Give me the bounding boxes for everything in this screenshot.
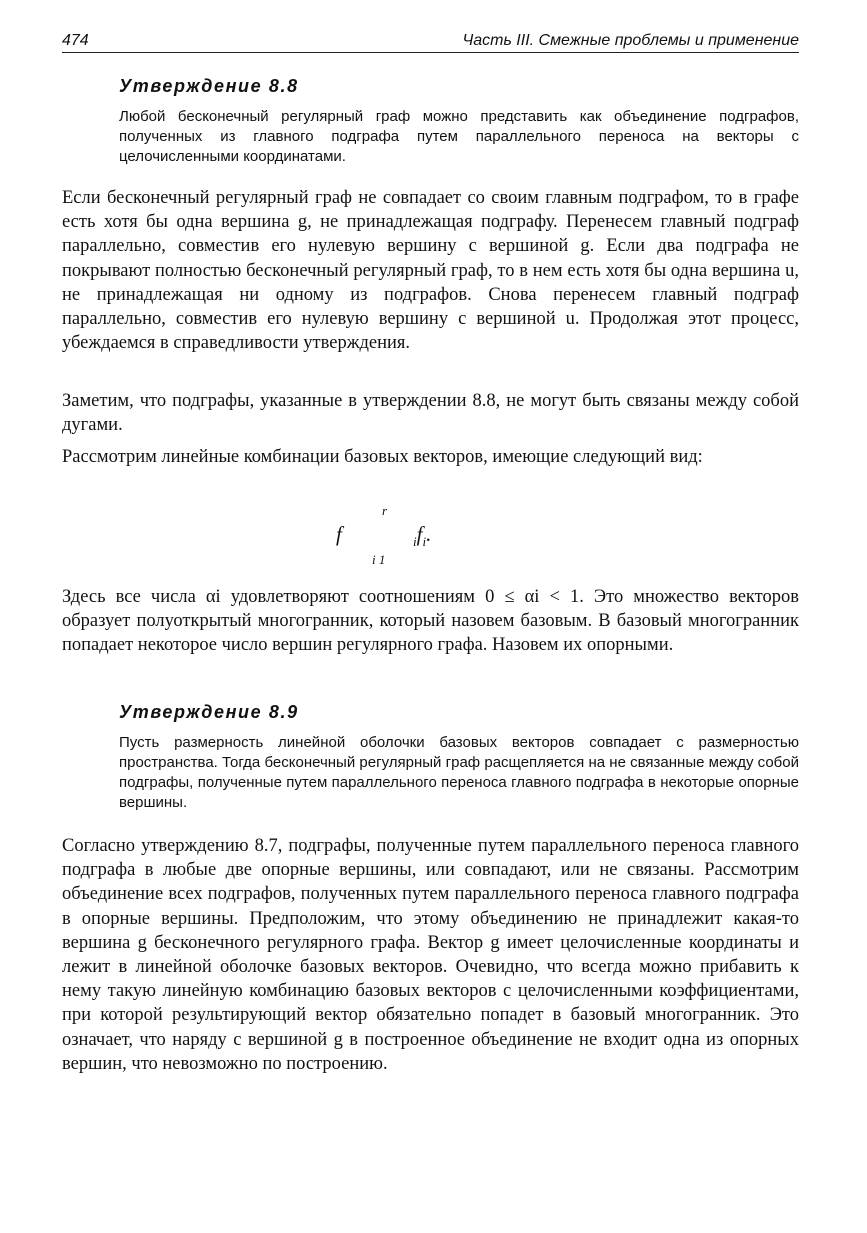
formula [300,500,520,570]
paragraph-1: Если бесконечный регулярный граф не совпадает со своим главным подграфом, то в графе есть хотя бы одна вершина g, не принадлежащая подграфу. Перенесем главный подграф параллельно, совместив его нулевую вершину с вершиной g. Если два подграфа не покрывают полностью бесконечный регулярный граф, то в нем есть хотя бы одна вершина u, не принадлежащая ни одному из подграфов. Снова перенесем главный подграф параллельно, совместив его нулевую вершину с вершиной u. Продолжая этот процесс, убеждаемся в справедливости утверждения. [62,188,799,354]
statement-text: Пусть размерность линейной оболочки базовых векторов совпадает с размерностью пространства. Тогда бесконечный регулярный граф расщепляется на не связанные между собой подграфы, полученные путем параллельного переноса главного подграфа в некоторые опорные вершины. [119,734,799,811]
paragraph-5: Согласно утверждению 8.7, подграфы, полученные путем параллельного переноса главного подграфа в любые две опорные вершины, или совпадают, или не связаны. Рассмотрим объединение всех подграфов, полученных путем параллельного переноса главного подграфа в опорные вершины. Предположим, что этому объединению не принадлежит какая-то вершина g бесконечного регулярного графа. Вектор g имеет целочисленные координаты и лежит в линейной оболочке базовых векторов. Очевидно, что всегда можно прибавить к нему такую линейную комбинацию базовых векторов с целочисленными коэффициентами, при которой результирующий вектор обязательно попадет в базовый многогранник. Это означает, что наряду с вершиной g в построенное объединение не входит одна из опорных вершин, что невозможно по построению. [62,836,799,1074]
running-title: Часть III. Смежные проблемы и применение [462,32,799,49]
formula-lhs: f [336,522,342,546]
paragraph-3: Рассмотрим линейные комбинации базовых векторов, имеющие следующий вид: [62,447,703,467]
statement-title: Утверждение 8.9 [119,702,299,722]
formula-upper-limit: r [382,503,388,518]
paragraph-4: Здесь все числа αi удовлетворяют соотношениям 0 ≤ αi < 1. Это множество векторов образует полуоткрытый многогранник, который назовем базовым. В базовый многогранник попадает некоторое число вершин регулярного графа. Назовем их опорными. [62,587,799,656]
statement-title: Утверждение 8.8 [119,76,299,96]
paragraph-2: Заметим, что подграфы, указанные в утверждении 8.8, не могут быть связаны между собой дугами. [62,391,799,436]
statement-text: Любой бесконечный регулярный граф можно представить как объединение подграфов, полученных из главного подграфа путем параллельного переноса на векторы с целочисленными координатами. [119,108,799,165]
page-header [62,30,799,53]
formula-lower-limit: i 1 [372,552,386,567]
statement-8-8 [119,76,799,167]
statement-8-9 [119,702,799,813]
page-number: 474 [62,32,89,49]
formula-rhs: $_if_i$. [413,522,432,550]
